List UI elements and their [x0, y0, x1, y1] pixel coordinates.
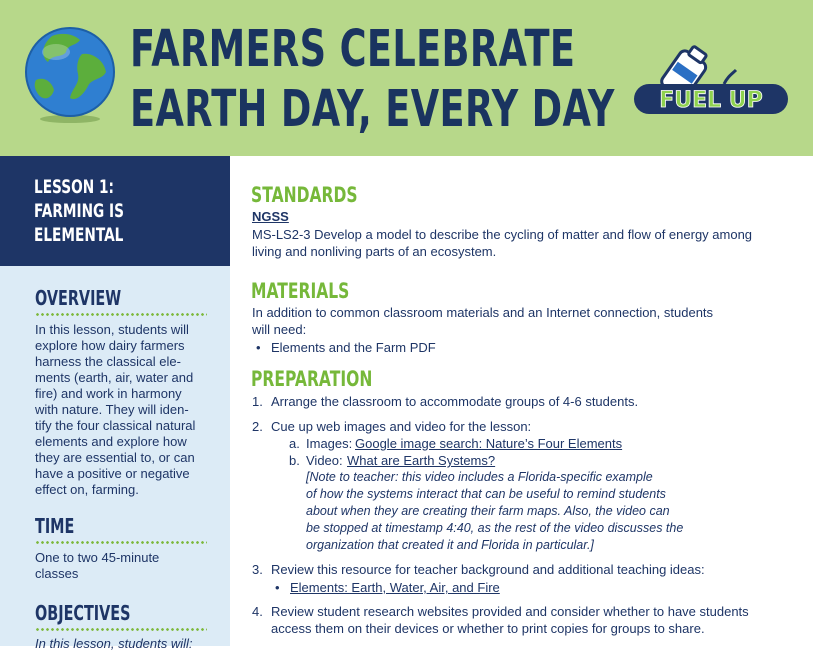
video-link[interactable]: What are Earth Systems? — [347, 453, 496, 468]
step-2b-label: Video: — [306, 453, 343, 468]
prep-step-1: Arrange the classroom to accommodate groups of 4-6 students. — [271, 394, 639, 409]
prep-step-4-line: Review student research websites provided and consider whether to have students — [271, 604, 749, 619]
teacher-note-line: organization that created it and Florida in particular.] — [306, 538, 594, 552]
lesson-title-line-1: FARMING IS — [34, 200, 124, 222]
earth-globe-icon — [22, 24, 118, 124]
page-title-line-1: FARMERS CELEBRATE — [130, 20, 576, 79]
page-header — [0, 0, 813, 156]
time-heading: TIME — [35, 514, 75, 538]
teacher-note-line: [Note to teacher: this video includes a Florida-specific example — [306, 470, 653, 484]
standards-text-line: living and nonliving parts of an ecosystem. — [252, 244, 497, 259]
bullet-icon: • — [275, 580, 280, 595]
prep-step-3: Review this resource for teacher background and additional teaching ideas: — [271, 562, 705, 577]
teacher-note-line: about when they are creating their farm maps. Also, the video can — [306, 504, 670, 518]
step-number: 1. — [252, 394, 263, 409]
lesson-title-line-2: ELEMENTAL — [34, 224, 124, 246]
teacher-note-line: be stopped at timestamp 4:40, as the rest of the video discusses the — [306, 521, 684, 535]
step-letter: a. — [289, 436, 300, 451]
materials-bullet: Elements and the Farm PDF — [271, 340, 436, 355]
image-search-link[interactable]: Google image search: Nature’s Four Elements — [355, 436, 623, 451]
divider-dots — [35, 628, 207, 631]
prep-step-2: Cue up web images and video for the lesson: — [271, 419, 532, 434]
step-letter: b. — [289, 453, 300, 468]
step-number: 3. — [252, 562, 263, 577]
time-text: One to two 45-minute classes — [35, 550, 160, 581]
ngss-subheading: NGSS — [252, 209, 289, 224]
sidebar — [0, 266, 230, 651]
divider-dots — [35, 541, 207, 544]
standards-text-line: MS-LS2-3 Develop a model to describe the cycling of matter and flow of energy among — [252, 227, 753, 242]
objectives-text: In this lesson, students will: — [35, 636, 193, 651]
materials-text-line: will need: — [252, 322, 307, 337]
step-number: 2. — [252, 419, 263, 434]
page-title-line-2: EARTH DAY, EVERY DAY — [130, 80, 615, 139]
logo-text: FUEL UP — [659, 88, 763, 113]
prep-step-4-line: access them on their devices or whether to print copies for groups to share. — [271, 621, 705, 636]
bullet-icon: • — [256, 340, 261, 355]
teacher-note-line: of how the systems interact that can be useful to remind students — [306, 487, 666, 501]
lesson-number: LESSON 1: — [34, 176, 114, 198]
overview-heading: OVERVIEW — [35, 286, 122, 310]
divider-dots — [35, 313, 207, 316]
overview-text: In this lesson, students will explore how dairy farmers harness the classical ele- ments (earth, air, water and fire) and work in harmony with nature. They will iden- tify the four classical natural elements and explore how they are essential to, or can have a positive or negative effect on, farming. — [35, 322, 196, 497]
step-number: 4. — [252, 604, 263, 619]
lesson-title-box — [0, 156, 230, 266]
standards-heading: STANDARDS — [251, 183, 358, 207]
materials-text-line: In addition to common classroom materials and an Internet connection, students — [252, 305, 714, 320]
step-2a-label: Images: — [306, 436, 353, 451]
objectives-heading: OBJECTIVES — [35, 601, 131, 625]
fuel-up-logo — [632, 40, 792, 120]
elements-resource-link[interactable]: Elements: Earth, Water, Air, and Fire — [290, 580, 500, 595]
materials-heading: MATERIALS — [251, 279, 350, 303]
preparation-heading: PREPARATION — [251, 367, 373, 391]
